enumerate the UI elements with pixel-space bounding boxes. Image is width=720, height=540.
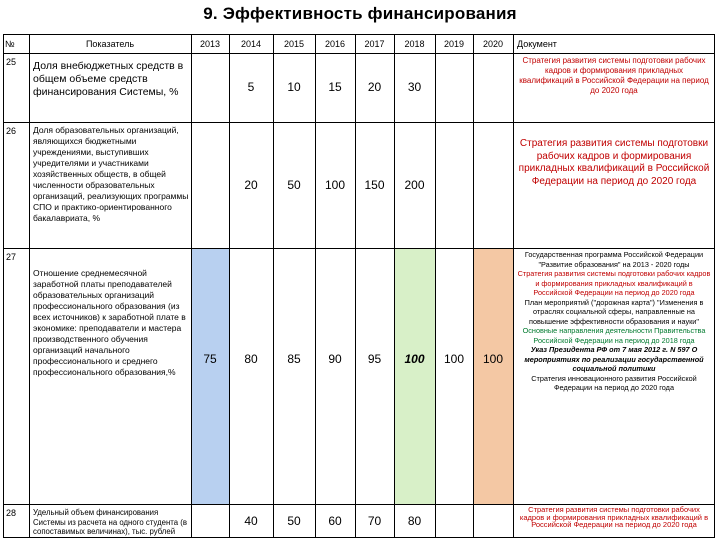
row-27-value-2014: 80 (244, 352, 258, 366)
row-26-value-2018: 200 (404, 178, 425, 192)
row-26-document: Стратегия развития системы подготовки рабочих кадров и формирования прикладных квалификаций в Российской Федерации на период до 2020 года (518, 138, 710, 187)
row-26-value-2014: 20 (244, 178, 258, 192)
cell-highlight-2013 (191, 248, 229, 504)
row-25-value-2018: 30 (407, 80, 422, 94)
row-27-document (515, 250, 713, 393)
cell-highlight-2020 (473, 248, 513, 504)
row-27-value-2017: 95 (367, 352, 382, 366)
row-25-value-2014: 5 (247, 80, 255, 94)
row-27-document-part-4: Основные направления деятельности Правительства Российской Федерации на период до 2018 года (522, 326, 706, 345)
header-no: № (5, 39, 15, 49)
row-27-value-2018: 100 (404, 352, 425, 366)
row-27-value-2013: 75 (203, 352, 217, 366)
header-year-2019: 2019 (443, 39, 465, 49)
row-26-no: 26 (6, 126, 17, 136)
row-27-value-2019: 100 (443, 352, 465, 366)
row-26-value-2015: 50 (287, 178, 301, 192)
row-26-indicator: Доля образовательных организаций, являющихся бюджетными учреждениями, выступивших учредителями и участниками хозяйственных обществ, в общей численности образовательных организаций, реализующих программы СПО и практико-ориентированного бакалавриата, % (33, 125, 189, 223)
row-27-indicator: Отношение среднемесячной заработной платы преподавателей образовательных организаций профессионального образования (из всех источников) к заработной плате в экономике: преподаватели и мастера производственного обучения организаций начального профессионального и среднего профессионального образования,% (33, 268, 186, 377)
row-25-value-2017: 20 (367, 80, 382, 94)
header-year-2013: 2013 (199, 39, 221, 49)
row-28-document: Стратегия развития системы подготовки рабочих кадров и формирования прикладных квалификаций в Российской Федерации на период до 2020 года (519, 506, 709, 530)
header-indicator: Показатель (85, 39, 135, 49)
row-28-indicator: Удельный объем финансирования Системы из расчета на одного студента (в сопоставимых величинах), тыс. рублей (33, 508, 187, 536)
row-27-value-2020: 100 (482, 352, 504, 366)
row-28-value-2017: 70 (367, 514, 382, 528)
header-year-2018: 2018 (404, 39, 425, 49)
cell-highlight-2019 (394, 248, 435, 504)
row-27-document-part-3: План мероприятий ("дорожная карта") "Изменения в отраслях социальной сферы, направленные на повышение эффективности образования и науки" (524, 297, 704, 326)
row-25-value-2015: 10 (287, 80, 301, 94)
row-27-document-part-6: Стратегия инновационного развития Российской Федерации на период до 2020 года (531, 373, 697, 392)
header-document: Документ (517, 39, 557, 49)
row-27-value-2015: 85 (287, 352, 301, 366)
header-year-2015: 2015 (283, 39, 305, 49)
header-year-2020: 2020 (482, 39, 504, 49)
row-27-value-2016: 90 (328, 352, 342, 366)
header-year-2014: 2014 (240, 39, 262, 49)
financing-table (3, 34, 715, 538)
row-27-document-part-2: Стратегия развития системы подготовки рабочих кадров и формирования прикладных квалификаций в Российской Федерации на период до 2020 года (517, 269, 711, 297)
row-25-indicator: Доля внебюджетных средств в общем объеме средств финансирования Системы, % (33, 60, 184, 98)
row-25-no: 25 (6, 57, 17, 67)
row-26-value-2016: 100 (324, 178, 346, 192)
row-27-document-part-1: Государственная программа Российской Федерации "Развитие образования" на 2013 - 2020 годы (524, 250, 704, 269)
row-26-value-2017: 150 (364, 178, 385, 192)
header-year-2016: 2016 (324, 39, 346, 49)
header-year-2017: 2017 (364, 39, 385, 49)
row-28-value-2015: 50 (287, 514, 301, 528)
row-28-value-2018: 80 (407, 514, 422, 528)
row-28-value-2014: 40 (244, 514, 258, 528)
row-27-document-part-5: Указ Президента РФ от 7 мая 2012 г. N 597 О мероприятиях по реализации государственной социальной политики (524, 345, 704, 373)
row-28-no: 28 (6, 508, 17, 518)
page-title: 9. Эффективность финансирования (203, 4, 517, 23)
row-25-document: Стратегия развития системы подготовки рабочих кадров и формирования прикладных квалификаций в Российской Федерации на период до 2020 года (519, 56, 709, 95)
row-25-value-2016: 15 (328, 80, 342, 94)
row-27-no: 27 (6, 252, 17, 262)
row-28-value-2016: 60 (328, 514, 342, 528)
